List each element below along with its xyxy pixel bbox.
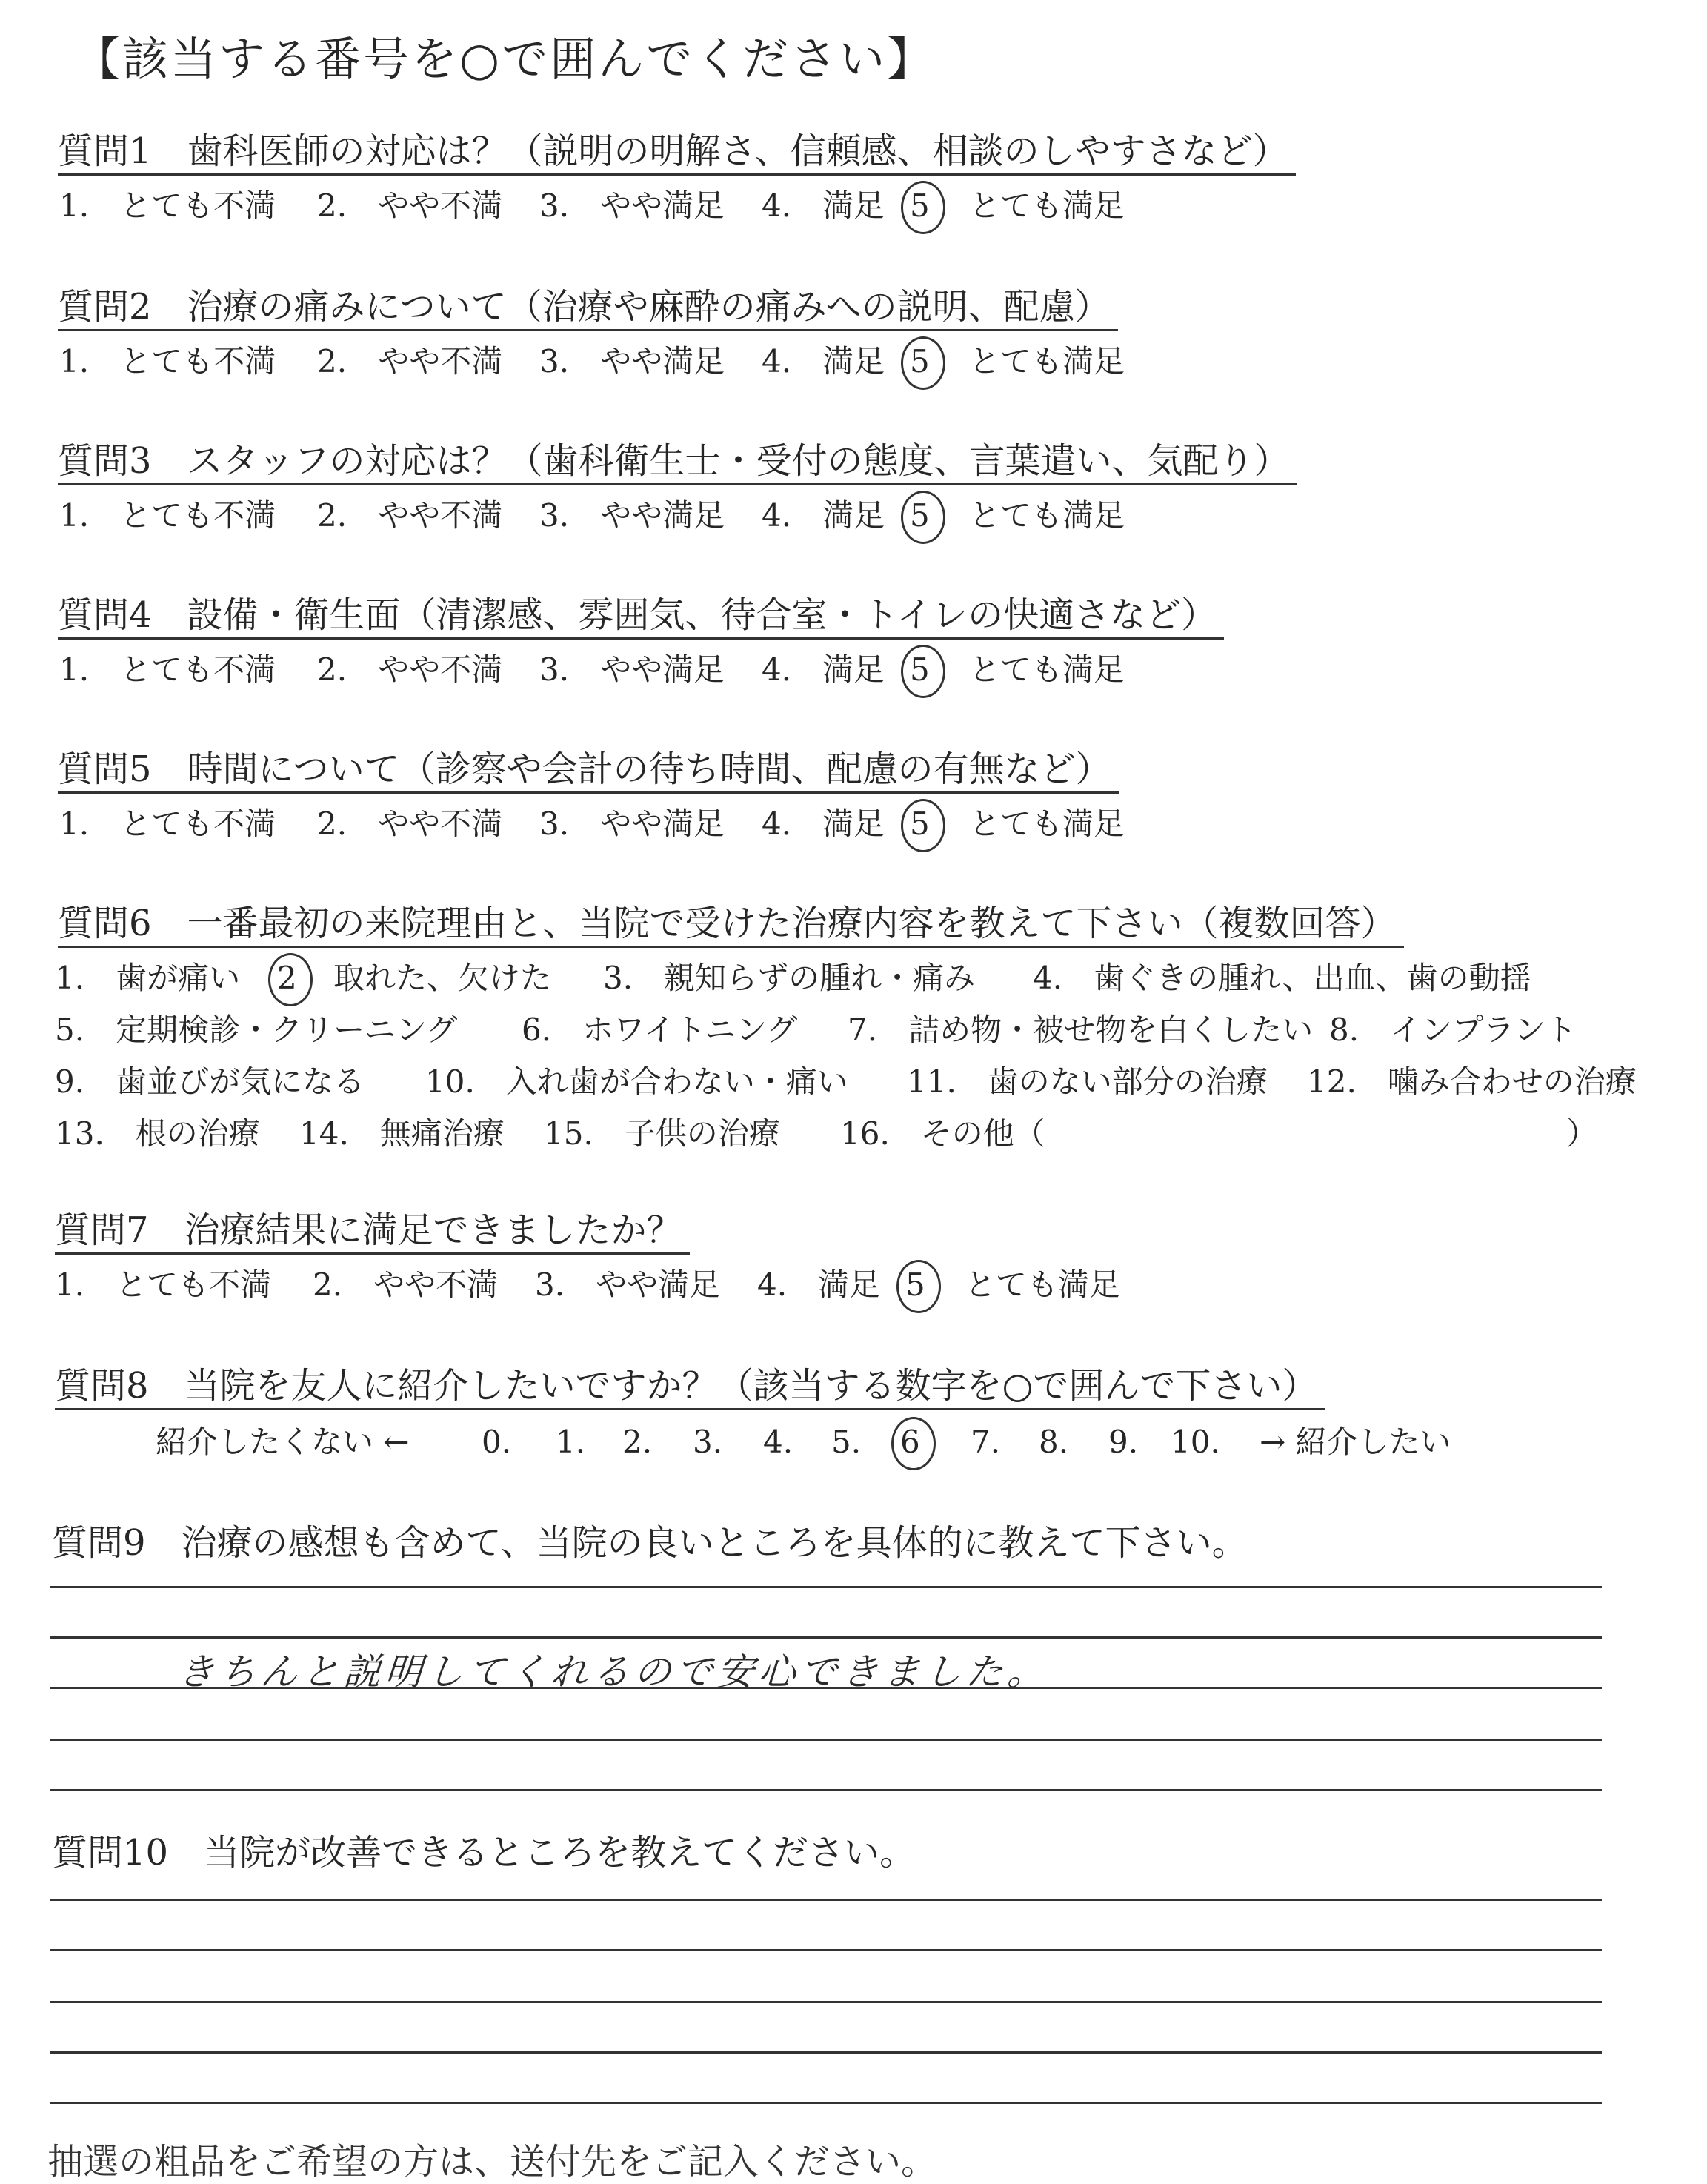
scale-8[interactable]: 8. (1039, 1424, 1069, 1460)
option-5-label: とても満足 (969, 651, 1125, 688)
question-1-title: 質問1 歯科医師の対応は？（説明の明解さ、信頼感、相談のしやすさなど） (58, 129, 1296, 176)
option-1[interactable]: 1. とても不満 (59, 806, 276, 842)
option-15[interactable]: 15. 子供の治療 (544, 1115, 780, 1152)
answer-line (50, 1636, 1602, 1639)
option-6[interactable]: 6. ホワイトニング (522, 1012, 798, 1048)
option-2[interactable]: 2. やや不満 (317, 187, 503, 224)
scale-6-circled[interactable]: 6 (900, 1421, 920, 1463)
option-2[interactable]: 2. やや不満 (317, 651, 503, 688)
option-4[interactable]: 4. 満足 (762, 806, 885, 842)
option-12[interactable]: 12. 噛み合わせの治療 (1307, 1063, 1637, 1100)
option-7[interactable]: 7. 詰め物・被せ物を白くしたい (848, 1012, 1314, 1048)
scale-right-label: → 紹介したい (1260, 1424, 1451, 1460)
question-2-title: 質問2 治療の痛みについて（治療や麻酔の痛みへの説明、配慮） (58, 285, 1118, 331)
other-close-paren: ） (1566, 1115, 1598, 1152)
option-5-label: とても満足 (965, 1267, 1121, 1303)
answer-line (50, 1586, 1602, 1588)
q9-handwritten-answer[interactable]: きちんと説明してくれるので安心できました。 (176, 1650, 1051, 1693)
option-3[interactable]: 3. やや満足 (539, 806, 725, 842)
question-5-title: 質問5 時間について（診察や会計の待ち時間、配慮の有無など） (58, 747, 1119, 794)
option-5-circled[interactable]: 5 (910, 803, 930, 845)
option-16-other[interactable]: 16. その他（ (840, 1115, 1045, 1152)
option-3[interactable]: 3. やや満足 (535, 1267, 721, 1303)
option-3[interactable]: 3. やや満足 (539, 187, 725, 224)
question-8-scale (156, 1421, 1563, 1466)
question-4-title: 質問4 設備・衛生面（清潔感、雰囲気、待合室・トイレの快適さなど） (58, 593, 1224, 640)
option-5-label: とても満足 (969, 187, 1125, 224)
scale-10[interactable]: 10. (1171, 1424, 1220, 1460)
scale-left-label: 紹介したくない ← (156, 1424, 410, 1460)
option-11[interactable]: 11. 歯のない部分の治療 (907, 1063, 1268, 1100)
option-3[interactable]: 3. やや満足 (539, 497, 725, 534)
option-9[interactable]: 9. 歯並びが気になる (55, 1063, 365, 1100)
option-3[interactable]: 3. 親知らずの腫れ・痛み (603, 960, 976, 996)
option-2[interactable]: 2. やや不満 (317, 343, 503, 379)
option-5-label: とても満足 (969, 343, 1125, 379)
option-4[interactable]: 4. 満足 (757, 1267, 881, 1303)
option-5[interactable]: 5. 定期検診・クリーニング (55, 1012, 458, 1048)
question-10-title: 質問10 当院が改善できるところを教えてください。 (52, 1832, 916, 1873)
instruction-header: 【該当する番号を○で囲んでください】 (74, 32, 936, 86)
question-8-title: 質問8 当院を友人に紹介したいですか？（該当する数字を○で囲んで下さい） (55, 1364, 1325, 1410)
option-5-label: とても満足 (969, 806, 1125, 842)
scale-1[interactable]: 1. (556, 1424, 586, 1460)
option-2[interactable]: 2. やや不満 (317, 806, 503, 842)
answer-line (50, 1949, 1602, 1951)
answer-line (50, 2001, 1602, 2003)
answer-line (50, 1739, 1602, 1741)
question-6-row-2 (55, 1009, 1655, 1054)
option-5-circled[interactable]: 5 (910, 341, 930, 382)
option-2[interactable]: 2. やや不満 (317, 497, 503, 534)
option-4[interactable]: 4. 満足 (762, 497, 885, 534)
option-5-circled[interactable]: 5 (910, 495, 930, 537)
question-7-title: 質問7 治療結果に満足できましたか？ (55, 1208, 690, 1255)
question-1-options (59, 185, 1615, 230)
option-5-circled[interactable]: 5 (910, 649, 930, 691)
question-6-row-3 (55, 1061, 1655, 1106)
option-1[interactable]: 1. とても不満 (59, 343, 276, 379)
option-4[interactable]: 4. 満足 (762, 187, 885, 224)
question-9-title: 質問9 治療の感想も含めて、当院の良いところを具体的に教えて下さい。 (52, 1522, 1248, 1564)
option-5-label: とても満足 (969, 497, 1125, 534)
option-1[interactable]: 1. とても不満 (55, 1267, 272, 1303)
option-2-label: 取れた、欠けた (333, 960, 552, 996)
option-1[interactable]: 1. とても不満 (59, 187, 276, 224)
scale-3[interactable]: 3. (693, 1424, 723, 1460)
option-13[interactable]: 13. 根の治療 (55, 1115, 260, 1152)
question-6-row-4 (55, 1113, 1655, 1158)
scale-7[interactable]: 7. (971, 1424, 1001, 1460)
scale-4[interactable]: 4. (763, 1424, 793, 1460)
option-1[interactable]: 1. とても不満 (59, 651, 276, 688)
question-6-title: 質問6 一番最初の来院理由と、当院で受けた治療内容を教えて下さい（複数回答） (58, 901, 1404, 948)
option-1[interactable]: 1. とても不満 (59, 497, 276, 534)
option-14[interactable]: 14. 無痛治療 (299, 1115, 505, 1152)
scale-0[interactable]: 0. (482, 1424, 512, 1460)
option-1[interactable]: 1. 歯が痛い (55, 960, 241, 996)
answer-line (50, 2102, 1602, 2104)
option-3[interactable]: 3. やや満足 (539, 651, 725, 688)
question-3-title: 質問3 スタッフの対応は？（歯科衛生士・受付の態度、言葉遣い、気配り） (58, 439, 1297, 485)
question-5-options (59, 803, 1615, 848)
option-2[interactable]: 2. やや不満 (313, 1267, 499, 1303)
option-2-circled[interactable]: 2 (277, 957, 297, 999)
option-3[interactable]: 3. やや満足 (539, 343, 725, 379)
question-3-options (59, 495, 1615, 540)
answer-line (50, 2051, 1602, 2054)
scale-2[interactable]: 2. (622, 1424, 653, 1460)
question-7-options (55, 1264, 1611, 1309)
footer-note: 抽選の粗品をご希望の方は、送付先をご記入ください。 (47, 2141, 937, 2183)
scale-5[interactable]: 5. (831, 1424, 862, 1460)
scale-9[interactable]: 9. (1108, 1424, 1139, 1460)
answer-line (50, 1899, 1602, 1901)
answer-line (50, 1789, 1602, 1791)
option-8[interactable]: 8. インプラント (1329, 1012, 1577, 1048)
question-6-row-1 (55, 957, 1655, 1002)
question-2-options (59, 341, 1615, 385)
option-4[interactable]: 4. 満足 (762, 651, 885, 688)
option-10[interactable]: 10. 入れ歯が合わない・痛い (425, 1063, 848, 1100)
option-4[interactable]: 4. 満足 (762, 343, 885, 379)
question-4-options (59, 649, 1615, 694)
option-4[interactable]: 4. 歯ぐきの腫れ、出血、歯の動揺 (1033, 960, 1531, 996)
option-5-circled[interactable]: 5 (910, 185, 930, 227)
option-5-circled[interactable]: 5 (905, 1264, 925, 1306)
